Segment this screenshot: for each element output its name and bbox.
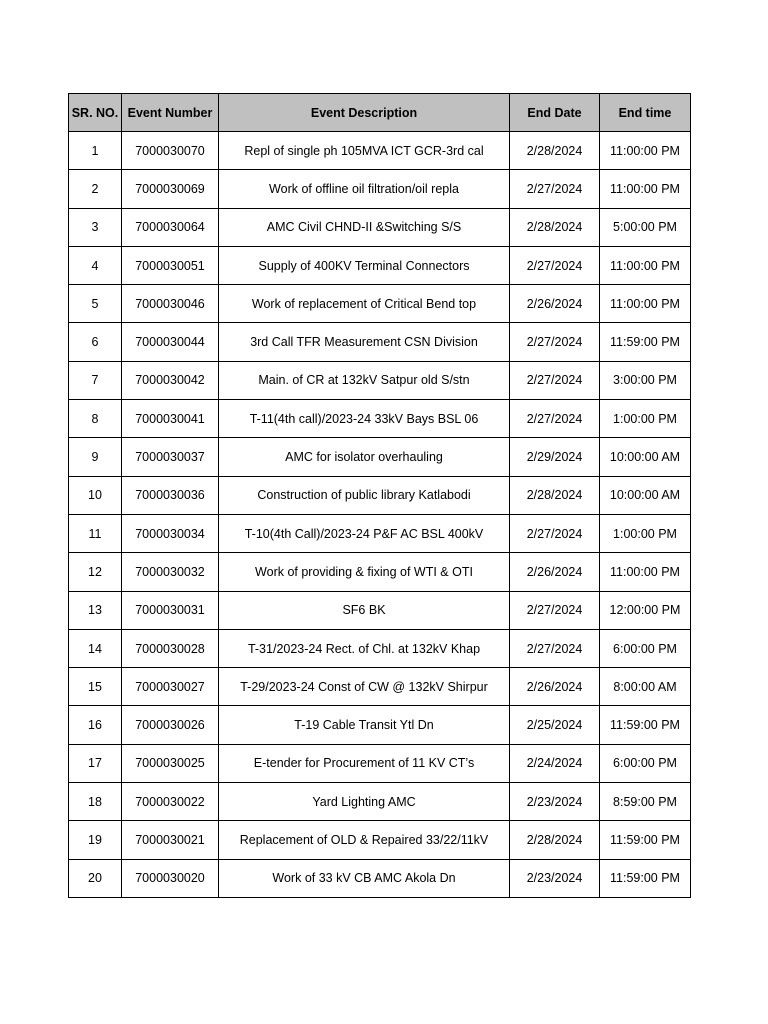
end-date-cell: 2/28/2024 [510,821,600,859]
event-description-cell: 3rd Call TFR Measurement CSN Division [219,323,510,361]
header-row [69,94,691,132]
end-time-cell: 11:59:00 PM [600,859,691,897]
end-time-cell: 11:59:00 PM [600,821,691,859]
sr-no-cell: 10 [69,476,122,514]
sr-no-cell: 14 [69,629,122,667]
end-time-cell: 11:59:00 PM [600,706,691,744]
end-date-cell: 2/27/2024 [510,629,600,667]
header-sr-no: SR. NO. [69,94,122,132]
table-row [69,476,691,514]
end-date-cell: 2/23/2024 [510,783,600,821]
event-description-cell: Yard Lighting AMC [219,783,510,821]
sr-no-cell: 18 [69,783,122,821]
end-time-cell: 10:00:00 AM [600,476,691,514]
event-number-cell: 7000030028 [122,629,219,667]
end-date-cell: 2/25/2024 [510,706,600,744]
table-row [69,629,691,667]
event-number-cell: 7000030036 [122,476,219,514]
event-number-cell: 7000030027 [122,668,219,706]
event-number-cell: 7000030037 [122,438,219,476]
sr-no-cell: 2 [69,170,122,208]
event-number-cell: 7000030020 [122,859,219,897]
event-description-cell: Replacement of OLD & Repaired 33/22/11kV [219,821,510,859]
table-row [69,744,691,782]
header-end-date: End Date [510,94,600,132]
end-time-cell: 3:00:00 PM [600,361,691,399]
event-number-cell: 7000030064 [122,208,219,246]
event-number-cell: 7000030041 [122,400,219,438]
table-row [69,400,691,438]
sr-no-cell: 20 [69,859,122,897]
end-time-cell: 8:00:00 AM [600,668,691,706]
end-date-cell: 2/23/2024 [510,859,600,897]
event-number-cell: 7000030034 [122,514,219,552]
sr-no-cell: 4 [69,246,122,284]
sr-no-cell: 11 [69,514,122,552]
end-time-cell: 11:00:00 PM [600,170,691,208]
event-description-cell: Main. of CR at 132kV Satpur old S/stn [219,361,510,399]
table-header [69,94,691,132]
end-date-cell: 2/26/2024 [510,553,600,591]
table-row [69,553,691,591]
table-row [69,323,691,361]
table-row [69,208,691,246]
sr-no-cell: 19 [69,821,122,859]
event-number-cell: 7000030069 [122,170,219,208]
event-description-cell: Construction of public library Katlabodi [219,476,510,514]
sr-no-cell: 6 [69,323,122,361]
table-row [69,668,691,706]
table-row [69,246,691,284]
event-description-cell: AMC for isolator overhauling [219,438,510,476]
end-time-cell: 11:00:00 PM [600,132,691,170]
header-event-number: Event Number [122,94,219,132]
end-date-cell: 2/28/2024 [510,208,600,246]
table-row [69,438,691,476]
table-row [69,783,691,821]
end-time-cell: 8:59:00 PM [600,783,691,821]
end-date-cell: 2/27/2024 [510,591,600,629]
event-description-cell: Work of offline oil filtration/oil repla [219,170,510,208]
event-description-cell: Supply of 400KV Terminal Connectors [219,246,510,284]
end-time-cell: 11:00:00 PM [600,553,691,591]
end-date-cell: 2/27/2024 [510,400,600,438]
event-description-cell: E-tender for Procurement of 11 KV CT’s [219,744,510,782]
end-time-cell: 6:00:00 PM [600,744,691,782]
end-date-cell: 2/28/2024 [510,476,600,514]
event-number-cell: 7000030042 [122,361,219,399]
end-time-cell: 10:00:00 AM [600,438,691,476]
event-number-cell: 7000030044 [122,323,219,361]
end-date-cell: 2/27/2024 [510,170,600,208]
header-event-description: Event Description [219,94,510,132]
table-row [69,361,691,399]
event-number-cell: 7000030026 [122,706,219,744]
end-time-cell: 1:00:00 PM [600,514,691,552]
sr-no-cell: 12 [69,553,122,591]
sr-no-cell: 13 [69,591,122,629]
table-row [69,132,691,170]
event-number-cell: 7000030032 [122,553,219,591]
sr-no-cell: 7 [69,361,122,399]
event-number-cell: 7000030031 [122,591,219,629]
event-number-cell: 7000030025 [122,744,219,782]
event-description-cell: Work of providing & fixing of WTI & OTI [219,553,510,591]
events-table [68,93,691,898]
sr-no-cell: 3 [69,208,122,246]
event-description-cell: T-10(4th Call)/2023-24 P&F AC BSL 400kV [219,514,510,552]
event-description-cell: AMC Civil CHND-II &Switching S/S [219,208,510,246]
table-row [69,170,691,208]
end-date-cell: 2/27/2024 [510,323,600,361]
event-number-cell: 7000030070 [122,132,219,170]
event-description-cell: T-19 Cable Transit Ytl Dn [219,706,510,744]
sr-no-cell: 1 [69,132,122,170]
table-row [69,821,691,859]
event-description-cell: SF6 BK [219,591,510,629]
sr-no-cell: 17 [69,744,122,782]
end-time-cell: 6:00:00 PM [600,629,691,667]
sr-no-cell: 15 [69,668,122,706]
sr-no-cell: 5 [69,285,122,323]
end-date-cell: 2/26/2024 [510,668,600,706]
end-time-cell: 1:00:00 PM [600,400,691,438]
end-time-cell: 11:00:00 PM [600,285,691,323]
end-date-cell: 2/27/2024 [510,246,600,284]
event-description-cell: T-31/2023-24 Rect. of Chl. at 132kV Khap [219,629,510,667]
end-date-cell: 2/27/2024 [510,514,600,552]
end-date-cell: 2/28/2024 [510,132,600,170]
event-description-cell: T-29/2023-24 Const of CW @ 132kV Shirpur [219,668,510,706]
event-number-cell: 7000030021 [122,821,219,859]
sr-no-cell: 16 [69,706,122,744]
end-time-cell: 5:00:00 PM [600,208,691,246]
end-date-cell: 2/26/2024 [510,285,600,323]
event-number-cell: 7000030046 [122,285,219,323]
end-time-cell: 12:00:00 PM [600,591,691,629]
event-description-cell: Work of replacement of Critical Bend top [219,285,510,323]
table-row [69,591,691,629]
table-row [69,285,691,323]
end-date-cell: 2/29/2024 [510,438,600,476]
end-date-cell: 2/24/2024 [510,744,600,782]
sr-no-cell: 9 [69,438,122,476]
table-row [69,859,691,897]
event-number-cell: 7000030051 [122,246,219,284]
table-row [69,514,691,552]
end-time-cell: 11:59:00 PM [600,323,691,361]
event-description-cell: Work of 33 kV CB AMC Akola Dn [219,859,510,897]
end-time-cell: 11:00:00 PM [600,246,691,284]
header-end-time: End time [600,94,691,132]
table-body [69,132,691,898]
table-row [69,706,691,744]
event-number-cell: 7000030022 [122,783,219,821]
end-date-cell: 2/27/2024 [510,361,600,399]
event-description-cell: T-11(4th call)/2023-24 33kV Bays BSL 06 [219,400,510,438]
event-description-cell: Repl of single ph 105MVA ICT GCR-3rd cal [219,132,510,170]
sr-no-cell: 8 [69,400,122,438]
